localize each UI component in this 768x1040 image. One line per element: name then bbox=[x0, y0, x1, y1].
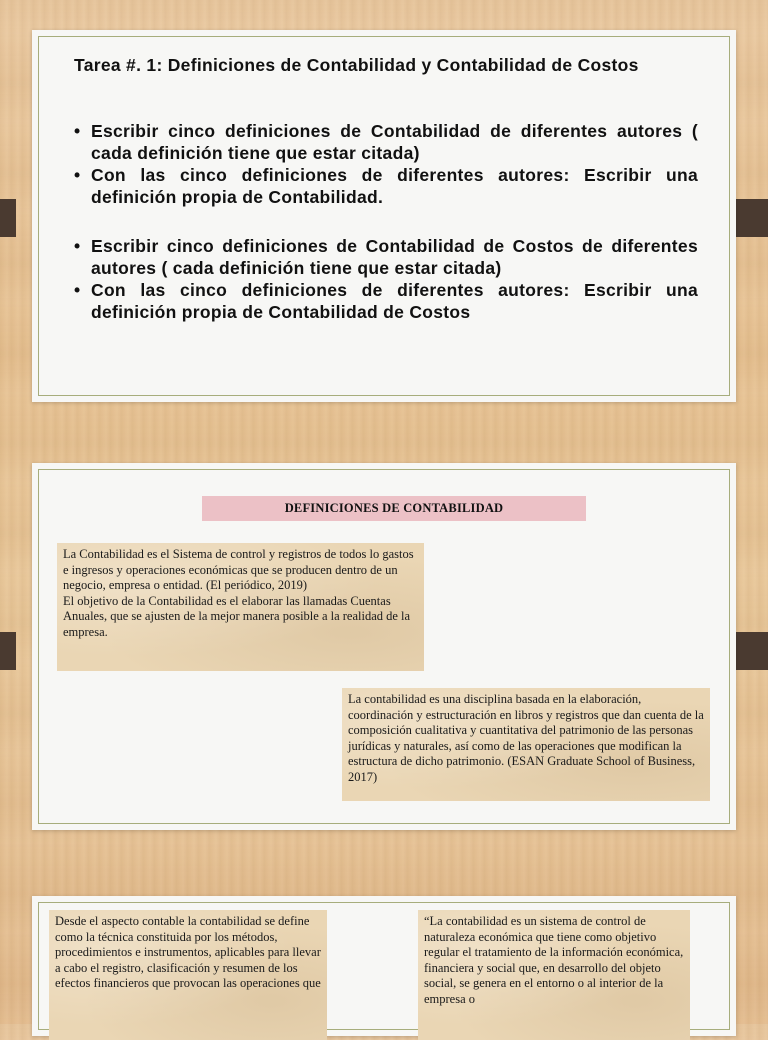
section-title: DEFINICIONES DE CONTABILIDAD bbox=[202, 496, 586, 521]
definition-text: El objetivo de la Contabilidad es el elaborar las llamadas Cuentas Anuales, que se ajusten de la mejor manera posible a la realidad de la empresa. bbox=[63, 593, 411, 639]
slide-definitions-continued bbox=[32, 896, 736, 1036]
left-tab-bottom bbox=[0, 632, 16, 670]
task-title: Tarea #. 1: Definiciones de Contabilidad y Contabilidad de Costos bbox=[74, 55, 639, 75]
definition-text: Desde el aspecto contable la contabilidad se define como la técnica constituida por los métodos, procedimientos e instrumentos, aplicables para llevar a cabo el registro, clasificación y resumen de los efectos financieros que provocan las operaciones que bbox=[55, 914, 321, 990]
bullet-item bbox=[74, 279, 698, 323]
definition-box bbox=[418, 910, 690, 1040]
definition-box bbox=[57, 543, 424, 671]
bullet-item bbox=[74, 120, 698, 164]
slide-definitions bbox=[32, 463, 736, 830]
definition-box bbox=[49, 910, 327, 1040]
bullet-glyph: • bbox=[74, 121, 81, 141]
bullet-list-contabilidad bbox=[74, 120, 698, 208]
bullet-glyph: • bbox=[74, 236, 81, 256]
bullet-text: Escribir cinco definiciones de Contabilidad de Costos de diferentes autores ( cada definición tiene que estar citada) bbox=[91, 236, 698, 278]
definition-text: “La contabilidad es un sistema de control de naturaleza económica que tiene como objetivo regular el tratamiento de la información económica, financiera y social que, en desarrollo del objeto social, se genera en el entorno o al interior de la empresa o bbox=[424, 914, 684, 1006]
bullet-glyph: • bbox=[74, 165, 81, 185]
bullet-glyph: • bbox=[74, 280, 81, 300]
definition-box bbox=[342, 688, 710, 801]
definition-text: La Contabilidad es el Sistema de control y registros de todos lo gastos e ingresos y operaciones económicas que se producen dentro de un negocio, empresa o entidad. (El periódico, 2019) bbox=[63, 547, 414, 592]
bullet-list-costos bbox=[74, 235, 698, 323]
definition-text: La contabilidad es una disciplina basada en la elaboración, coordinación y estructuración en libros y registros que dan cuenta de la composición cualitativa y cuantitativa del patrimonio de las personas jurídicas y naturales, así como de las operaciones que modifican la estructura de dicho patrimonio. (ESAN Graduate School of Business, 2017) bbox=[348, 692, 704, 784]
slide-task bbox=[32, 30, 736, 402]
bullet-text: Con las cinco definiciones de diferentes autores: Escribir una definición propia de Contabilidad. bbox=[91, 165, 698, 207]
bullet-item bbox=[74, 164, 698, 208]
bullet-text: Escribir cinco definiciones de Contabilidad de diferentes autores ( cada definición tiene que estar citada) bbox=[91, 121, 698, 163]
left-tab-top bbox=[0, 199, 16, 237]
bullet-text: Con las cinco definiciones de diferentes autores: Escribir una definición propia de Contabilidad de Costos bbox=[91, 280, 698, 322]
bullet-item bbox=[74, 235, 698, 279]
slide-frame bbox=[38, 36, 730, 396]
